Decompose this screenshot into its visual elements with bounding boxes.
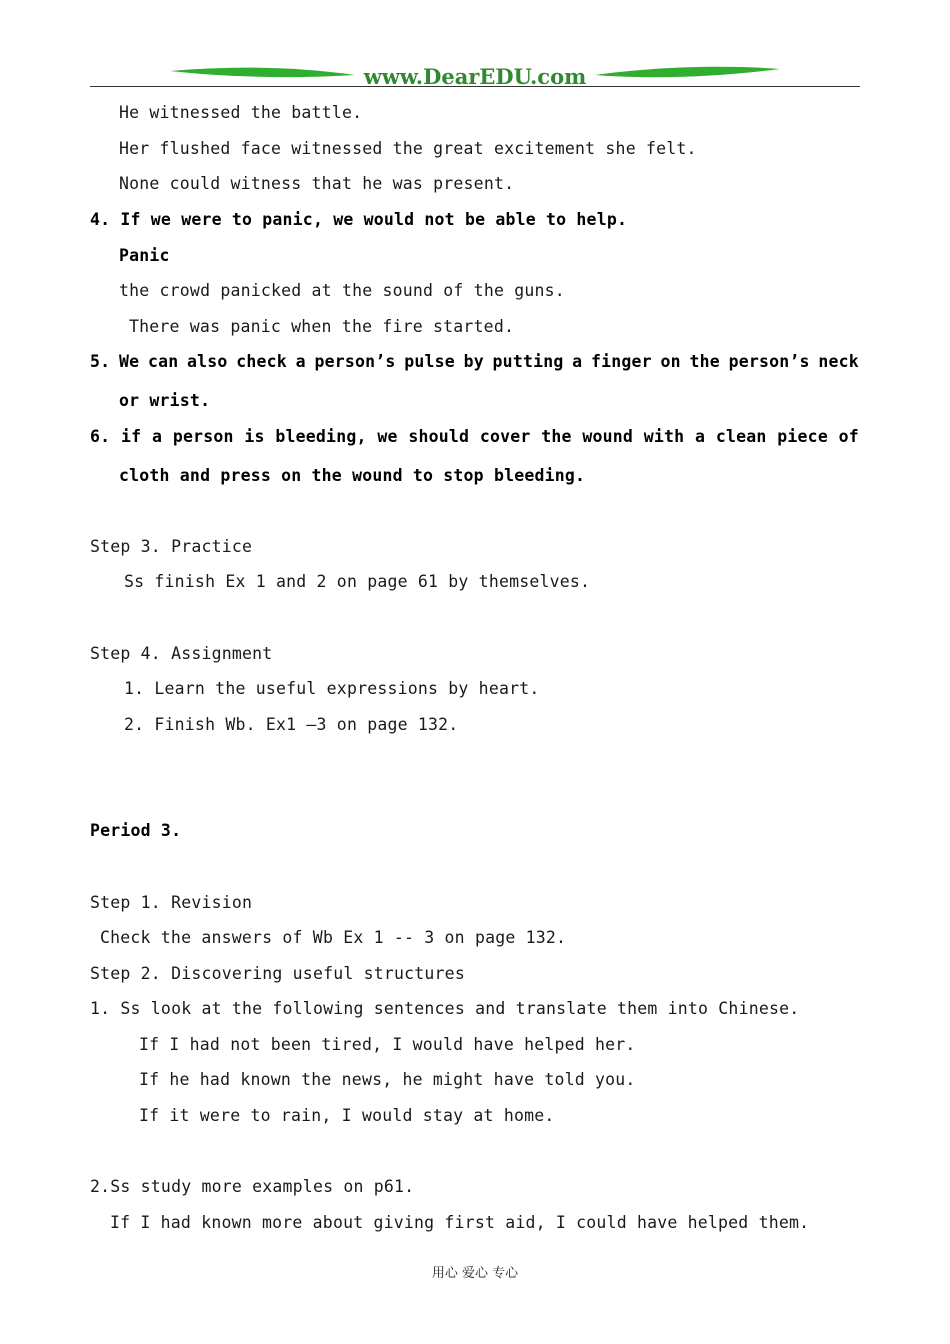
step-1-task: Check the answers of Wb Ex 1 -- 3 on page 132. — [100, 928, 567, 947]
word: should — [408, 427, 470, 446]
word: the — [689, 352, 720, 371]
word: putting — [492, 352, 564, 371]
word: we — [377, 427, 398, 446]
word: finger — [591, 352, 652, 371]
period-3-heading: Period 3. — [90, 821, 182, 840]
word: a — [295, 352, 306, 371]
site-logo — [170, 62, 780, 92]
assignment-item-1: 1. Learn the useful expressions by heart. — [124, 679, 540, 698]
witness-example-2: Her flushed face witnessed the great excitement she felt. — [119, 139, 697, 158]
word: check — [236, 352, 287, 371]
word: 5. — [90, 352, 111, 371]
word: bleeding, — [275, 427, 367, 446]
structure-example-3: If it were to rain, I would stay at home. — [139, 1106, 555, 1125]
panic-heading: Panic — [119, 246, 170, 265]
word: is — [244, 427, 265, 446]
step-3-task: Ss finish Ex 1 and 2 on page 61 by themselves. — [124, 572, 591, 591]
word: a — [572, 352, 583, 371]
word: a — [695, 427, 706, 446]
word: cover — [479, 427, 531, 446]
witness-example-3: None could witness that he was present. — [119, 174, 515, 193]
word: person — [172, 427, 234, 446]
structures-item-2: 2.Ss study more examples on p61. — [90, 1177, 415, 1196]
expression-6-line-2: cloth and press on the wound to stop bleeding. — [119, 466, 586, 485]
word: of — [838, 427, 859, 446]
word: pulse — [404, 352, 455, 371]
structure-example-1: If I had not been tired, I would have helped her. — [139, 1035, 636, 1054]
word: wound — [582, 427, 634, 446]
structure-example-4: If I had known more about giving first aid, I could have helped them. — [110, 1213, 810, 1232]
expression-5-line-1 — [90, 352, 859, 371]
page-footer: 用心 爱心 专心 — [431, 1266, 519, 1281]
logo-text: www.DearEDU.com — [363, 64, 587, 89]
word: We — [118, 352, 140, 371]
structures-item-1: 1. Ss look at the following sentences and translate them into Chinese. — [90, 999, 800, 1018]
expression-4: 4. If we were to panic, we would not be able to help. — [90, 210, 628, 229]
header-rule — [90, 86, 860, 87]
step-1-heading: Step 1. Revision — [90, 893, 253, 912]
word: the — [541, 427, 572, 446]
word: neck — [818, 352, 859, 371]
word: person’s — [728, 352, 810, 371]
expression-5-line-2: or wrist. — [119, 391, 211, 410]
panic-example-2: There was panic when the fire started. — [129, 317, 515, 336]
word: with — [643, 427, 685, 446]
logo-right-swoosh — [595, 67, 780, 77]
word: piece — [777, 427, 828, 446]
word: clean — [715, 427, 767, 446]
expression-6-line-1 — [90, 427, 859, 446]
witness-example-1: He witnessed the battle. — [119, 103, 363, 122]
assignment-item-2: 2. Finish Wb. Ex1 –3 on page 132. — [124, 715, 459, 734]
word: 6. — [90, 427, 111, 446]
word: by — [463, 352, 484, 371]
word: on — [660, 352, 681, 371]
panic-example-1: the crowd panicked at the sound of the guns. — [119, 281, 565, 300]
word: can — [147, 352, 179, 371]
step-2-heading: Step 2. Discovering useful structures — [90, 964, 465, 983]
word: a — [152, 427, 163, 446]
word: person’s — [314, 352, 396, 371]
step-3-heading: Step 3. Practice — [90, 537, 253, 556]
logo-left-swoosh — [170, 68, 355, 77]
word: if — [121, 427, 142, 446]
step-4-heading: Step 4. Assignment — [90, 644, 273, 663]
structure-example-2: If he had known the news, he might have told you. — [139, 1070, 636, 1089]
word: also — [187, 352, 228, 371]
